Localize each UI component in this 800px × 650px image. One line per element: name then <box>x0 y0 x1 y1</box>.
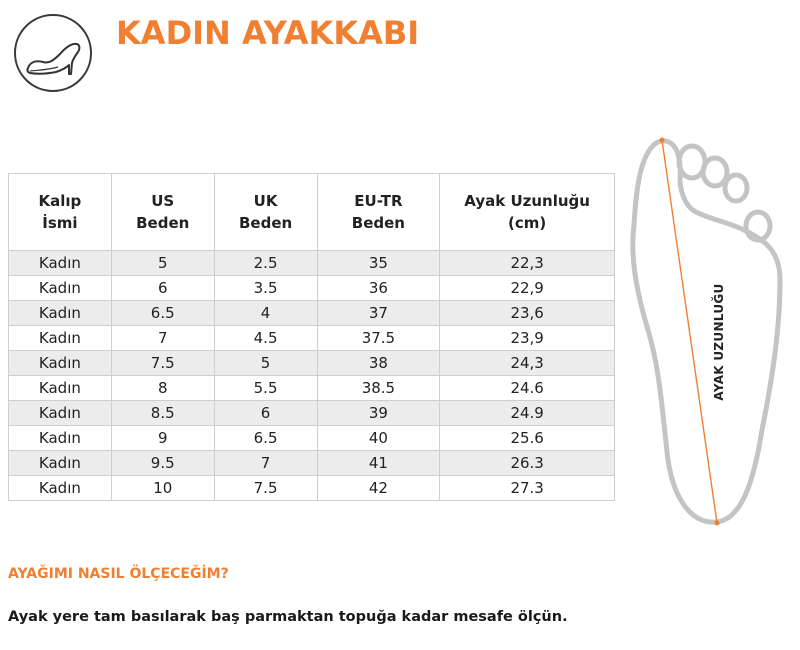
table-row: Kadın 5 2.5 35 22,3 <box>9 251 615 276</box>
instructions-text: Ayak yere tam basılarak baş parmaktan topuğa kadar mesafe ölçün. <box>8 609 568 625</box>
shoe-logo <box>14 14 92 92</box>
foot-diagram <box>622 130 792 530</box>
high-heel-shoe-icon <box>16 16 90 90</box>
header-kalip: Kalıp İsmi <box>9 174 112 251</box>
table-row: Kadın 9 6.5 40 25.6 <box>9 426 615 451</box>
instructions-heading: AYAĞIMI NASIL ÖLÇECEĞİM? <box>8 566 229 582</box>
foot-outline-icon <box>622 130 792 530</box>
table-row: Kadın 9.5 7 41 26.3 <box>9 451 615 476</box>
table-row: Kadın 8 5.5 38.5 24.6 <box>9 376 615 401</box>
table-row: Kadın 7.5 5 38 24,3 <box>9 351 615 376</box>
header-foot-length: Ayak Uzunluğu (cm) <box>440 174 615 251</box>
table-row: Kadın 10 7.5 42 27.3 <box>9 476 615 501</box>
header-uk: UK Beden <box>214 174 317 251</box>
table-row: Kadın 6 3.5 36 22,9 <box>9 276 615 301</box>
table-row: Kadın 8.5 6 39 24.9 <box>9 401 615 426</box>
table-row: Kadın 6.5 4 37 23,6 <box>9 301 615 326</box>
table-row: Kadın 7 4.5 37.5 23,9 <box>9 326 615 351</box>
header-us: US Beden <box>111 174 214 251</box>
table-header-row <box>9 174 615 251</box>
header-eu-tr: EU-TR Beden <box>317 174 440 251</box>
page-title: KADIN AYAKKABI <box>116 14 420 52</box>
size-chart-table <box>8 173 615 501</box>
